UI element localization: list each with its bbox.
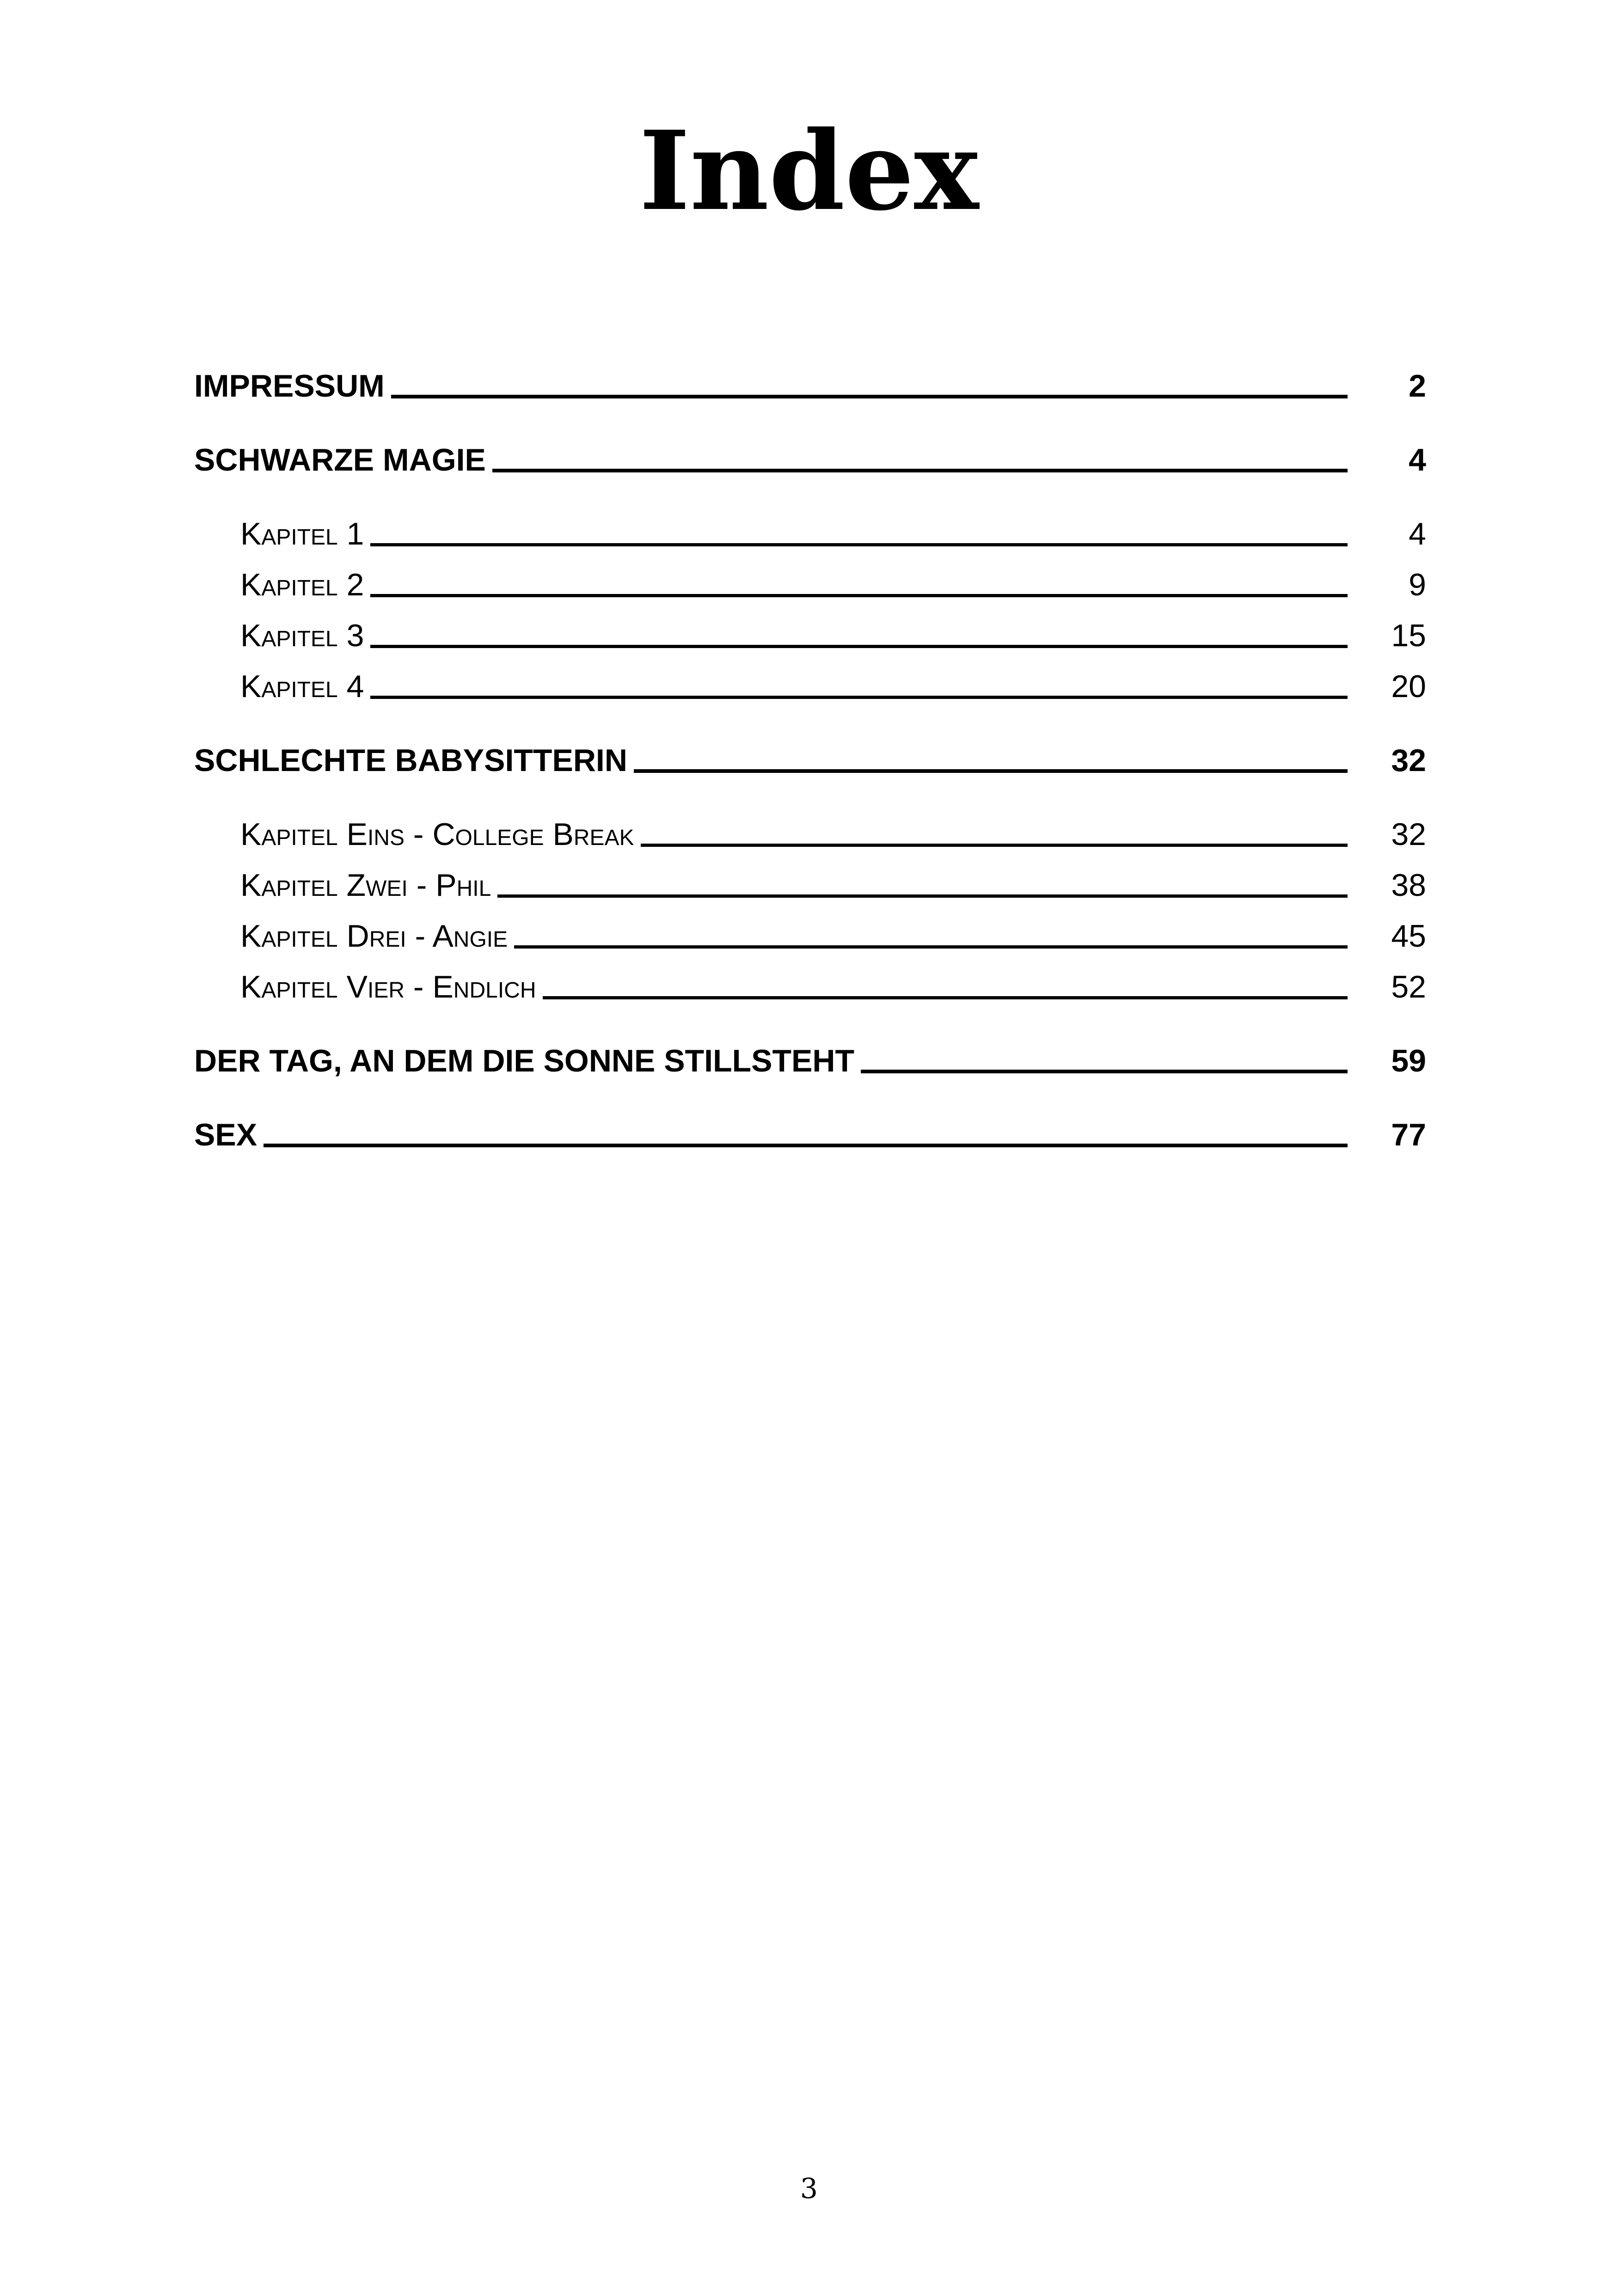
toc-entry-page: 4	[1409, 516, 1426, 551]
toc-entry-kapitel-eins[interactable]	[194, 809, 1426, 860]
toc-entry-label: Kapitel 2	[240, 567, 364, 602]
toc-entry-kapitel-4[interactable]	[194, 661, 1426, 712]
toc-entry-label: DER TAG, AN DEM DIE SONNE STILLSTEHT	[194, 1043, 855, 1078]
toc-entry-page: 32	[1391, 817, 1426, 852]
toc-leader-line	[861, 1070, 1348, 1073]
toc-entry-label: Kapitel 3	[240, 618, 364, 653]
toc-entry-kapitel-drei[interactable]	[194, 911, 1426, 961]
toc-entry-page: 52	[1391, 969, 1426, 1004]
page-title: Index	[639, 107, 979, 235]
toc-entry-page: 32	[1391, 743, 1426, 778]
toc-leader-line	[370, 594, 1348, 597]
toc-entry-kapitel-2[interactable]	[194, 559, 1426, 610]
toc-entry-page: 59	[1391, 1043, 1426, 1078]
toc-entry-schlechte-babysitterin[interactable]	[194, 735, 1426, 786]
toc-entry-der-tag[interactable]	[194, 1035, 1426, 1086]
toc-leader-line	[641, 844, 1348, 847]
toc-entry-page: 20	[1391, 669, 1426, 704]
toc-leader-line	[514, 945, 1348, 949]
toc-leader-line	[492, 469, 1348, 472]
toc-entry-page: 9	[1409, 567, 1426, 602]
toc-leader-line	[264, 1144, 1348, 1147]
page-number: 3	[800, 2173, 818, 2205]
toc-entry-schwarze-magie[interactable]	[194, 435, 1426, 485]
toc-entry-page: 2	[1409, 368, 1426, 404]
toc-entry-page: 4	[1409, 442, 1426, 478]
toc-entry-label: IMPRESSUM	[194, 368, 385, 404]
toc-entry-kapitel-3[interactable]	[194, 610, 1426, 661]
toc-leader-line	[370, 543, 1348, 546]
toc-entry-label: SEX	[194, 1117, 257, 1152]
toc-entry-label: Kapitel 1	[240, 516, 364, 551]
toc-entry-page: 38	[1391, 868, 1426, 903]
toc-leader-line	[370, 645, 1348, 648]
toc-entry-kapitel-zwei[interactable]	[194, 860, 1426, 911]
toc-entry-kapitel-vier[interactable]	[194, 961, 1426, 1012]
toc-entry-kapitel-1[interactable]	[194, 508, 1426, 559]
toc-entry-label: SCHLECHTE BABYSITTERIN	[194, 743, 627, 778]
toc-entry-page: 15	[1391, 618, 1426, 653]
toc-entry-label: Kapitel Zwei - Phil	[240, 868, 491, 903]
toc-entry-label: Kapitel Drei - Angie	[240, 918, 508, 954]
toc-leader-line	[370, 696, 1348, 699]
toc-entry-label: SCHWARZE MAGIE	[194, 442, 486, 478]
toc-leader-line	[634, 769, 1348, 773]
toc-entry-impressum[interactable]	[194, 361, 1426, 411]
toc-leader-line	[391, 395, 1348, 398]
toc-entry-page: 77	[1391, 1117, 1426, 1152]
table-of-contents	[194, 361, 1426, 1160]
toc-entry-label: Kapitel Vier - Endlich	[240, 969, 536, 1004]
toc-entry-label: Kapitel Eins - College Break	[240, 817, 634, 852]
toc-entry-sex[interactable]	[194, 1109, 1426, 1160]
toc-entry-label: Kapitel 4	[240, 669, 364, 704]
toc-leader-line	[497, 894, 1348, 898]
toc-leader-line	[543, 996, 1348, 999]
toc-entry-page: 45	[1391, 918, 1426, 954]
